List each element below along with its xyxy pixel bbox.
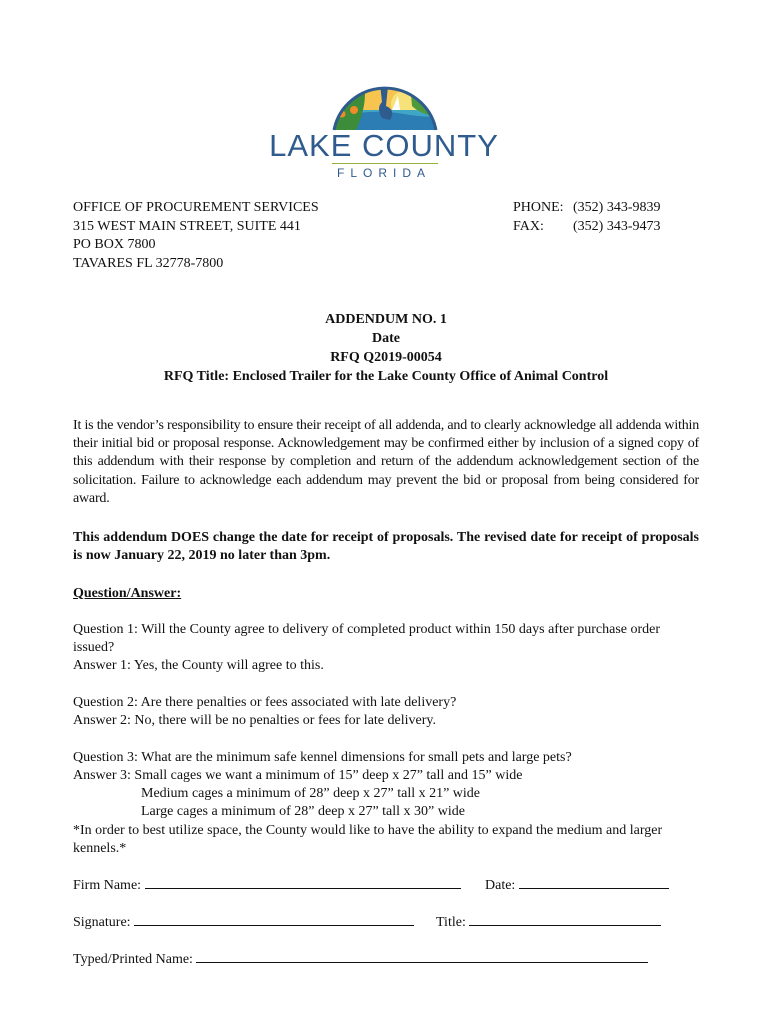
title-label: Title: [436, 915, 466, 930]
typed-name-label: Typed/Printed Name: [73, 952, 193, 967]
firm-name-label: Firm Name: [73, 878, 142, 893]
addendum-number: ADDENDUM NO. 1 [325, 312, 447, 327]
rfq-title: RFQ Title: Enclosed Trailer for the Lake County Office of Animal Control [163, 369, 609, 384]
change-notice: This addendum DOES change the date for receipt of proposals. The revised date for receipt of proposals is now January 22, 2019 no later than 3pm. [73, 530, 699, 564]
title-input[interactable] [469, 913, 661, 926]
logo-title: LAKE COUNTY [269, 128, 499, 163]
office-line: OFFICE OF PROCUREMENT SERVICES [73, 200, 319, 215]
title-row [436, 913, 661, 931]
logo-divider [332, 163, 438, 164]
intro-paragraph: It is the vendor’s responsibility to ensure their receipt of all addenda, and to clearly acknowledge all addenda within their initial bid or proposal response. Acknowledgement may be confirmed either by inclusion of a signed copy of this addendum with their response by completion and return of the addendum acknowledgement section of the solicitation. Failure to acknowledge each addendum may prevent the bid or proposal from being considered for award. [73, 418, 699, 506]
fax-number: (352) 343-9473 [573, 218, 661, 234]
date-label: Date: [485, 878, 516, 893]
firm-name-input[interactable] [145, 876, 461, 889]
office-address [73, 199, 319, 273]
question-2: Question 2: Are there penalties or fees associated with late delivery? [73, 695, 457, 710]
signature-input[interactable] [134, 913, 414, 926]
logo-subtitle: FLORIDA [336, 166, 431, 180]
contact-block [513, 199, 661, 236]
answer-3: Answer 3: Small cages we want a minimum of 15” deep x 27” tall and 15” wide [73, 768, 523, 783]
question-1: Question 1: Will the County agree to delivery of completed product within 150 days after purchase order issued? [73, 622, 661, 656]
office-line: 315 WEST MAIN STREET, SUITE 441 [73, 218, 301, 234]
signature-row [73, 913, 414, 931]
office-line: PO BOX 7800 [73, 237, 156, 253]
signature-label: Signature: [73, 915, 131, 930]
fax-label: FAX: [513, 218, 544, 234]
phone-number: (352) 343-9839 [573, 200, 661, 215]
typed-name-input[interactable] [196, 950, 648, 963]
lake-county-logo [300, 48, 470, 132]
answer-3-medium: Medium cages a minimum of 28” deep x 27” tall x 21” wide [141, 786, 481, 801]
phone-label: PHONE: [513, 200, 564, 215]
kennel-note: *In order to best utilize space, the County would like to have the ability to expand the medium and larger kennels.* [73, 823, 663, 857]
answer-1: Answer 1: Yes, the County will agree to this. [73, 658, 324, 673]
qa-heading: Question/Answer: [73, 586, 182, 601]
date-input[interactable] [519, 876, 669, 889]
rfq-number: RFQ Q2019-00054 [330, 350, 442, 365]
addendum-date: Date [372, 331, 400, 346]
answer-2: Answer 2: No, there will be no penalties or fees for late delivery. [73, 713, 436, 728]
addendum-heading [73, 310, 699, 386]
typed-name-row [73, 950, 648, 968]
question-3: Question 3: What are the minimum safe kennel dimensions for small pets and large pets? [73, 750, 572, 765]
answer-3-large: Large cages a minimum of 28” deep x 27” tall x 30” wide [141, 804, 465, 819]
office-line: TAVARES FL 32778-7800 [73, 255, 224, 271]
date-row [485, 876, 669, 894]
firm-name-row [73, 876, 461, 894]
